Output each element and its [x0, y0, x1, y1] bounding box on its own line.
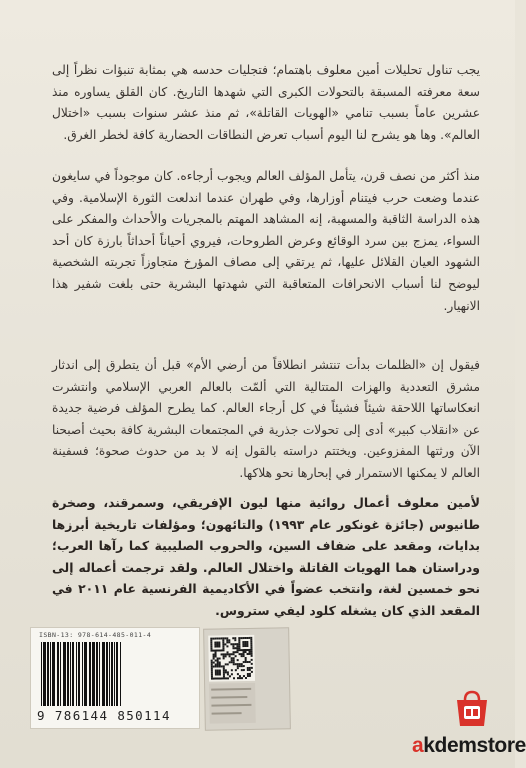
qr-code-sticker	[203, 627, 291, 730]
paragraph-text: يجب تناول تحليلات أمين معلوف باهتمام؛ فتجليات حدسه هي بمثابة تنبؤات نظراً إلى سعة معرفته المسبقة بالتحولات الكبرى التي شهدها التاريخ. كان القلق يساوره منذ عشرين عاماً بسبب تنامي «الهويات القاتلة»، ثم منذ عشر سنوات بسبب «اختلال العالم». وها هو يشرح لنا اليوم أسباب تعرض النطاقات الحضارية كافة لخطر الغرق.	[52, 63, 480, 142]
qr-code-icon	[208, 635, 255, 682]
barcode-number: 9 786144 850114	[37, 708, 171, 723]
store-name-rest: kdemstore	[423, 734, 526, 757]
barcode-icon	[39, 642, 191, 706]
store-logo-text	[412, 734, 526, 758]
paragraph-text: فيقول إن «الظلمات بدأت تنتشر انطلاقاً من أرضي الأم» قبل أن يتطرق إلى اندثار مشرق التعددية والهزات المتتالية التي ألمّت بالعالم العربي الإسلامي وانتشرت انعكاساتها اللاحقة شيئاً فشيئاً في كل أرجاء العالم. كما يطرح المؤلف فرضية جديدة عن «انقلاب كبير» أدى إلى تحولات جذرية في المجتمعات البشرية كافة بحيث أصبحنا الآن ورثتها المفزوعين. ويختتم دراسته بالقول إنه لا بد من حدوث صحوة؛ فسفينة العالم لا يمكنها الاستمرار في إبحارها نحو هلاكها.	[52, 358, 480, 480]
isbn-label: ISBN-13: 978-614-485-011-4	[39, 631, 152, 639]
isbn-barcode	[30, 627, 200, 729]
author-bio	[52, 492, 480, 622]
synopsis-paragraph-1	[52, 60, 480, 146]
paragraph-text: منذ أكثر من نصف قرن، يتأمل المؤلف العالم ويجوب أرجاءه. كان موجوداً في سايغون عندما وضعت حرب فيتنام أوزارها، وفي طهران عندما اندلعت الثورة الإسلامية. وفي هذه الدراسة الثاقبة والمسهبة، إنه المشاهد المهتم بالمجريات والأحداث والمفكر على السواء، يمزج بين سرد الوقائع وعرض الطروحات، فيروي أحياناً أحداثاً بارزة كان أحد الشهود العيان القلائل عليها، ثم يرتقي إلى مصاف المؤرخ متجاوزاً تجربته الشخصية ليوضح لنا أسباب الانحرافات المتعاقبة التي شهدتها البشرية حتى بلغت شفير هذا الانهيار.	[52, 169, 480, 313]
sticker-pattern-icon	[209, 683, 256, 724]
synopsis-paragraph-3	[52, 355, 480, 485]
author-bio-text: لأمين معلوف أعمال روائية منها ليون الإفريقي، وسمرقند، وصخرة طانيوس (جائزة غونكور عام ١٩٩٣) والتائهون؛ ومؤلفات تاريخية أبرزها بدايات، ومقعد على ضفاف السين، والحروب الصليبية كما رآها العرب؛ ودراستان هما الهويات القاتلة واختلال العالم. ولقد ترجمت أعماله إلى نحو خمسين لغة، وانتخب عضواً في الأكاديمية الفرنسية عام ٢٠١١ في المقعد الذي كان يشغله كلود ليفي ستروس.	[52, 495, 481, 618]
synopsis-paragraph-2	[52, 166, 480, 317]
shopping-bag-icon	[452, 690, 492, 728]
store-name-accent: a	[412, 734, 424, 757]
